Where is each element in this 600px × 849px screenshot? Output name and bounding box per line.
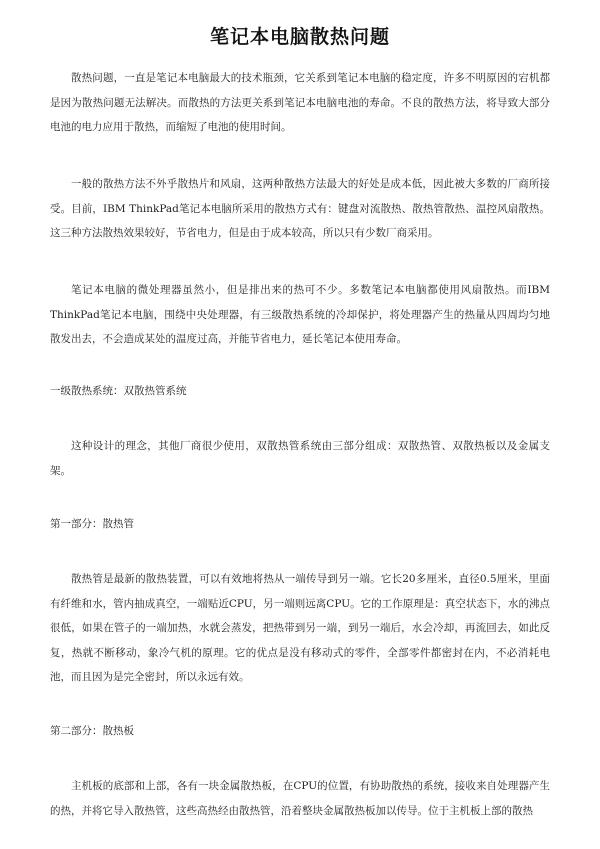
paragraph-heat-plate: 主机板的底部和上部，各有一块金属散热板，在CPU的位置，有协助散热的系统，接收来自处理器产生的热，并将它导入散热管，这些高热经由散热管，沿着整块金属散热板加以传导。位于主机板上部的散热 xyxy=(50,780,550,817)
section-heading-part-two: 第二部分：散热板 xyxy=(50,725,134,737)
section-heading-level-one: 一级散热系统：双散热管系统 xyxy=(50,385,187,397)
section-heading-part-one: 第一部分：散热管 xyxy=(50,518,134,530)
paragraph-heatpipe-details: 散热管是最新的散热装置，可以有效地将热从一端传导到另一端。它长20多厘米，直径0.5厘米，里面有纤维和水，管内抽成真空，一端贴近CPU，另一端则远离CPU。它的工作原理是：真空状态下，水的沸点很低，如果在管子的一端加热，水就会蒸发，把热带到另一端，到另一端后，水会冷却，再流回去，如此反复，热就不断移动，象冷气机的原理。它的优点是没有移动式的零件，全部零件都密封在内，不必消耗电池，而且因为是完全密封，所以永远有效。 xyxy=(50,573,550,683)
paragraph-dual-heatpipe: 这种设计的理念，其他厂商很少使用，双散热管系统由三部分组成：双散热管、双散热板以及金属支架。 xyxy=(50,440,550,477)
page-title: 笔记本电脑散热问题 xyxy=(209,26,390,48)
paragraph-thinkpad-cooling: 笔记本电脑的微处理器虽然小，但是排出来的热可不少。多数笔记本电脑都使用风扇散热。而IBM ThinkPad笔记本电脑，围绕中央处理器，有三级散热系统的冷却保护，将处理器产生的热量从四周均匀地散发出去，不会造成某处的温度过高，并能节省电力，延长笔记本使用寿命。 xyxy=(50,284,550,345)
paragraph-heat-problem: 散热问题，一直是笔记本电脑最大的技术瓶颈，它关系到笔记本电脑的稳定度，许多不明原因的宕机都是因为散热问题无法解决。而散热的方法更关系到笔记本电脑电池的寿命。不良的散热方法，将导致大部分电池的电力应用于散热，而缩短了电池的使用时间。 xyxy=(50,72,550,133)
paragraph-cooling-methods: 一般的散热方法不外乎散热片和风扇，这两种散热方法最大的好处是成本低，因此被大多数的厂商所接受。目前，IBM ThinkPad笔记本电脑所采用的散热方式有：键盘对流散热、散热管散热、温控风扇散热。这三种方法散热效果较好，节省电力，但是由于成本较高，所以只有少数厂商采用。 xyxy=(50,178,550,239)
